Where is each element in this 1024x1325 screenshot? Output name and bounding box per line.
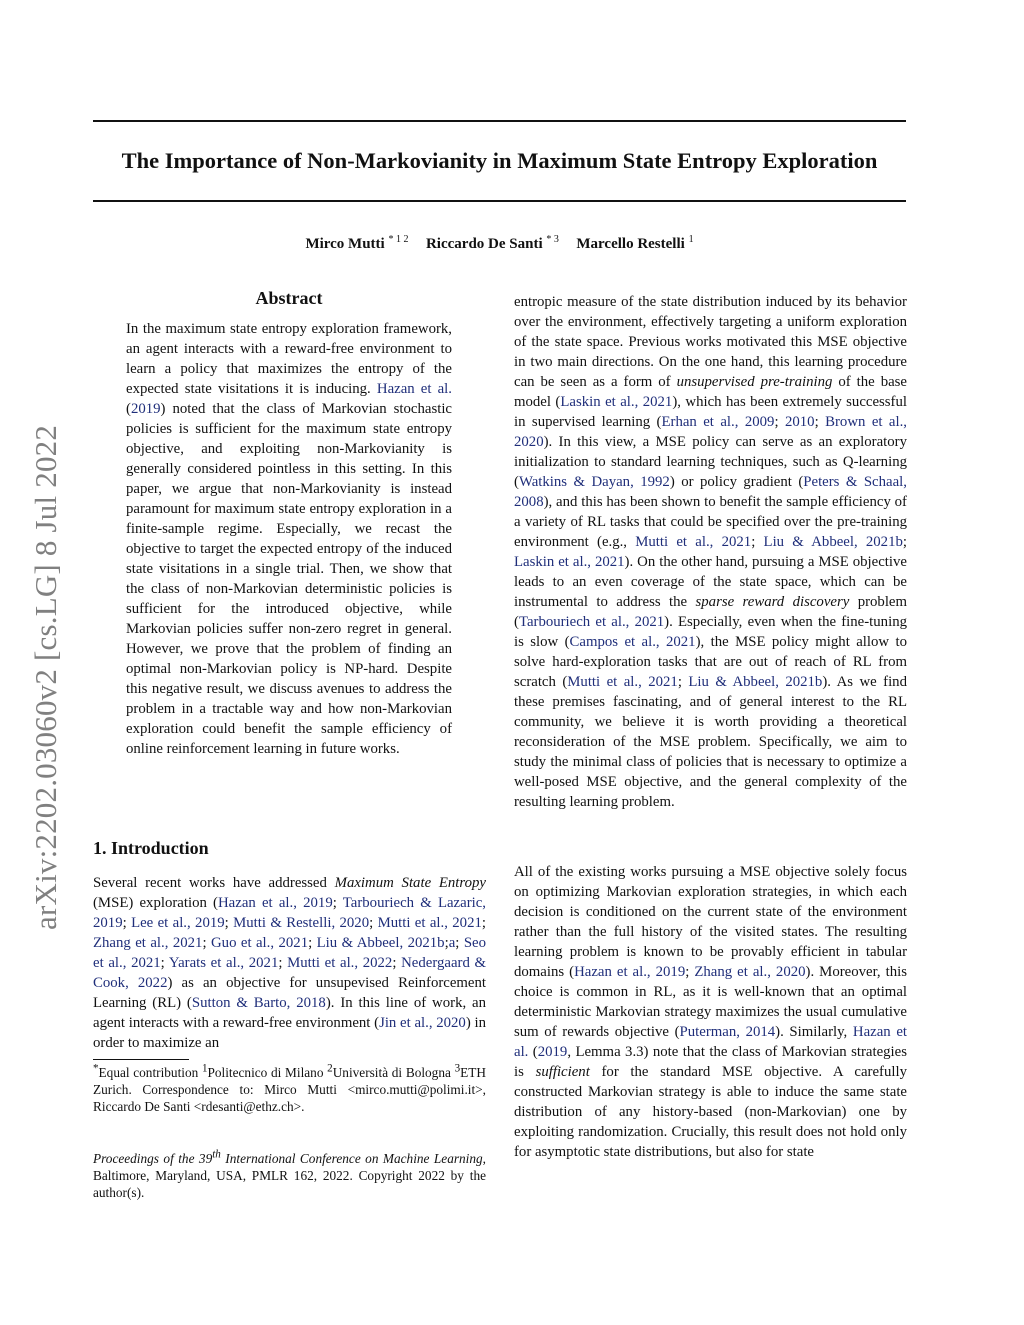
author-affiliation-marks: 1	[688, 234, 694, 245]
text-run: , Baltimore, Maryland, USA, PMLR 162, 2022. Copyright 2022 by the author(s).	[93, 1151, 486, 1200]
text-run: ). On the other hand, pursuing a MSE objective leads to an even coverage of the state space, which can be instrumental to address the	[514, 554, 907, 610]
text-run: ;	[369, 915, 378, 931]
citation-link[interactable]: Mutti et al., 2021	[567, 674, 678, 690]
paper-title: The Importance of Non-Markovianity in Maximum State Entropy Exploration	[121, 148, 878, 173]
text-run: ) or policy gradient (	[669, 474, 804, 490]
text-run: Several recent works have addressed	[93, 875, 335, 891]
text-run: ). As we find these premises fascinating, and of general interest to the RL community, we believe it is worth providing a theoretical reconsideration of the MSE problem. Specifically, we aim to study the minimal class of policies that is necessary to optimize a well-posed MSE objective, and the general complexity of the resulting learning problem.	[514, 674, 907, 810]
superscript-mark: 1	[201, 1062, 208, 1075]
citation-link[interactable]: Liu & Abbeel, 2021b	[316, 935, 445, 951]
arxiv-identifier-stamp: arXiv:2202.03060v2 [cs.LG] 8 Jul 2022	[28, 424, 63, 930]
citation-link[interactable]: Erhan et al., 2009	[661, 414, 775, 430]
title-rule-bottom	[93, 200, 906, 202]
citation-link[interactable]: Yarats et al., 2021	[168, 955, 279, 971]
affiliation-footnote	[93, 1064, 486, 1115]
text-run: ;	[774, 414, 785, 430]
text-run: Università di Bologna	[332, 1065, 455, 1080]
text-run: of the base model (	[514, 374, 908, 410]
author-list	[93, 236, 906, 253]
text-run: entropic measure of the state distribution induced by its behavior over the environment, effectively targeting a uniform exploration of the state space. Previous works motivated this MSE objective in two main directions. On the one hand, this learning procedure can be seen as a form of	[514, 294, 907, 390]
abstract-heading: Abstract	[255, 288, 323, 308]
author-affiliation-marks: * 1 2	[388, 234, 409, 245]
text-run: ) as an objective for unsupevised Reinforcement Learning (RL) (	[93, 975, 486, 1011]
text-run: (	[528, 1044, 538, 1060]
text-run: In the maximum state entropy exploration framework, an agent interacts with a reward-free environment to learn a policy that maximizes the entropy of the expected state visitations it is inducing.	[126, 321, 452, 397]
text-run: ), and this has been shown to benefit the sample efficiency of a variety of RL tasks that could be specified over the pre-training environment (e.g.,	[514, 494, 907, 550]
citation-link[interactable]: Campos et al., 2021	[569, 634, 696, 650]
text-run: ;	[392, 955, 402, 971]
citation-link[interactable]: Liu & Abbeel, 2021b	[688, 674, 823, 690]
text-run: ;	[902, 534, 908, 550]
superscript-mark: 3	[454, 1062, 461, 1075]
text-run: Maximum State Entropy	[334, 875, 486, 891]
text-run: ;	[444, 935, 449, 951]
citation-link[interactable]: Puterman, 2014	[679, 1024, 776, 1040]
text-run: Politecnico di Milano	[207, 1065, 328, 1080]
text-run: ), which has been extremely successful in supervised learning (	[514, 394, 907, 430]
text-run: ) in order to maximize an	[93, 1015, 486, 1051]
text-run: Equal contribution	[98, 1065, 202, 1080]
citation-link[interactable]: Jin et al., 2020	[379, 1015, 466, 1031]
title-rule-top	[93, 120, 906, 122]
citation-link[interactable]: Zhang et al., 2020	[694, 964, 806, 980]
text-run: ;	[122, 915, 132, 931]
citation-link[interactable]: Hazan et al., 2019	[218, 895, 333, 911]
text-run: ETH Zurich. Correspondence to: Mirco Mutti <mirco.mutti@polimi.it>, Riccardo De Santi <rdesanti@ethz.ch>.	[93, 1065, 486, 1114]
text-run: (	[126, 401, 131, 417]
citation-link[interactable]: Seo et al., 2021	[93, 935, 487, 971]
author-name: Mirco Mutti	[305, 236, 385, 252]
text-run: ;	[685, 964, 695, 980]
author-name: Marcello Restelli	[576, 236, 685, 252]
introduction-paragraph-continued	[514, 292, 907, 812]
author-name: Riccardo De Santi	[425, 236, 543, 252]
text-run: ). In this view, a MSE policy can serve as an exploratory initialization to standard learning techniques, such as Q-learning (	[514, 434, 907, 490]
text-run: ;	[332, 895, 343, 911]
text-run: ) noted that the class of Markovian stochastic policies is sufficient for the maximum state entropy objective, and exploiting non-Markovianity is generally considered pointless in this setting. In this paper, we argue that non-Markovianity is instead paramount for maximum state entropy exploration in a finite-sample regime. Especially, we recast the objective to target the expected entropy of the induced state visitations in a single trial. Then, we show that the class of non-Markovian deterministic policies is sufficient for the introduced objective, while Markovian policies suffer non-zero regret in general. However, we prove that the problem of finding an optimal non-Markovian policy is NP-hard. Despite this negative result, we discuss avenues to address the problem in a tractable way and how non-Markovian exploration could benefit the sample efficiency of online reinforcement learning in future works.	[126, 401, 452, 757]
citation-link[interactable]: a	[448, 935, 456, 951]
citation-link[interactable]: Zhang et al., 2021	[93, 935, 203, 951]
text-run: ;	[224, 915, 234, 931]
text-run: , Lemma 3.3) note that the class of Markovian strategies is	[514, 1044, 907, 1080]
citation-link[interactable]: Sutton & Barto, 2018	[191, 995, 326, 1011]
text-run: problem (	[514, 594, 908, 630]
text-run: for the standard MSE objective. A carefully constructed Markovian strategy is able to induce the same state distribution of any history-based (non-Markovian) one by exploiting randomization. Crucially, this result does not hold only for asymptotic state distributions, but also for state	[514, 1064, 907, 1160]
citation-link[interactable]: Peters & Schaal, 2008	[514, 474, 907, 510]
citation-link[interactable]: Hazan et al., 2019	[574, 964, 686, 980]
text-run: sufficient	[535, 1064, 590, 1080]
text-run: unsupervised pre-training	[676, 374, 833, 390]
citation-link[interactable]: Mutti et al., 2021	[635, 534, 752, 550]
text-run: ;	[202, 935, 211, 951]
citation-link[interactable]: Tarbouriech et al., 2021	[518, 614, 665, 630]
text-run: (MSE) exploration (	[93, 895, 218, 911]
text-run: Proceedings of the 39	[93, 1151, 213, 1166]
citation-link[interactable]: Mutti & Restelli, 2020	[233, 915, 370, 931]
text-run: International Conference on Machine Learning	[220, 1151, 483, 1166]
abstract-text	[126, 319, 452, 759]
text-run: sparse reward discovery	[695, 594, 850, 610]
citation-link[interactable]: Watkins & Dayan, 1992	[518, 474, 670, 490]
text-run: ;	[308, 935, 317, 951]
text-run: ;	[677, 674, 689, 690]
citation-link[interactable]: 2019	[537, 1044, 568, 1060]
superscript-mark: *	[93, 1062, 99, 1075]
citation-link[interactable]: Lee et al., 2019	[131, 915, 225, 931]
text-run: ;	[160, 955, 169, 971]
proceedings-footnote	[93, 1150, 486, 1201]
introduction-paragraph-2	[514, 862, 907, 1162]
citation-link[interactable]: Mutti et al., 2022	[287, 955, 393, 971]
citation-link[interactable]: Laskin et al., 2021	[560, 394, 673, 410]
citation-link[interactable]: Tarbouriech & Lazaric, 2019	[93, 895, 486, 931]
citation-link[interactable]: Hazan et al.	[514, 1024, 907, 1060]
text-run: ;	[455, 935, 464, 951]
text-run: ;	[814, 414, 826, 430]
citation-link[interactable]: Laskin et al., 2021	[514, 554, 625, 570]
citation-link[interactable]: Liu & Abbeel, 2021b	[763, 534, 903, 550]
text-run: ). Moreover, this choice is common in RL, as it is well-known that an optimal deterministic Markovian strategy maximizes the usual cumulative sum of rewards objective (	[514, 964, 907, 1040]
superscript-mark: 2	[327, 1062, 333, 1075]
introduction-heading: 1. Introduction	[93, 838, 209, 858]
superscript-mark: th	[212, 1148, 221, 1161]
text-run: ;	[481, 915, 486, 931]
text-run: All of the existing works pursuing a MSE objective solely focus on optimizing Markovian exploration strategies, in which each decision is conditioned on the current state of the environment rather than the full history of the visited states. The resulting learning problem is known to be provably efficient in tabular domains (	[514, 864, 907, 980]
text-run: ;	[278, 955, 288, 971]
text-run: ). Especially, even when the fine-tuning is slow (	[514, 614, 907, 650]
text-run: ). Similarly,	[775, 1024, 853, 1040]
introduction-paragraph	[93, 873, 486, 1053]
citation-link[interactable]: Mutti et al., 2021	[377, 915, 482, 931]
citation-link[interactable]: Nedergaard & Cook, 2022	[93, 955, 487, 991]
author-affiliation-marks: * 3	[546, 234, 559, 245]
text-run: ;	[751, 534, 764, 550]
citation-link[interactable]: 2019	[130, 401, 161, 417]
citation-link[interactable]: Guo et al., 2021	[210, 935, 309, 951]
text-run: ), the MSE policy might allow to solve hard-exploration tasks that are out of reach of RL from scratch (	[514, 634, 907, 690]
text-run: ). In this line of work, an agent interacts with a reward-free environment (	[93, 995, 487, 1031]
citation-link[interactable]: Hazan et al.	[376, 381, 452, 397]
citation-link[interactable]: 2010	[784, 414, 815, 430]
citation-link[interactable]: Brown et al., 2020	[514, 414, 908, 450]
footnote-divider	[93, 1059, 189, 1060]
